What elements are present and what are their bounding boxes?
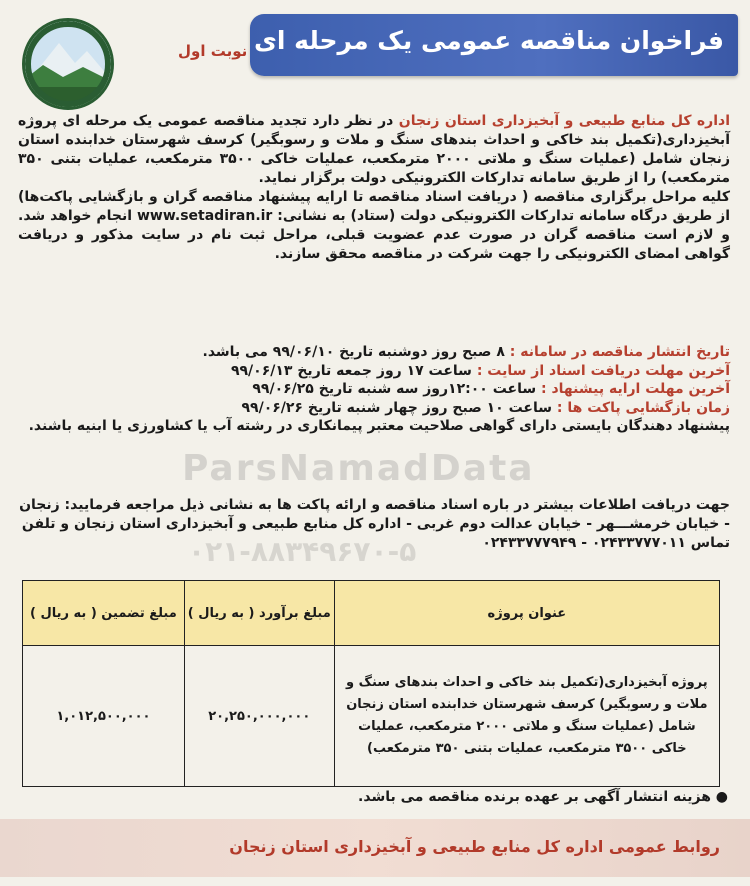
header-banner — [250, 14, 738, 76]
schedule-value: ساعت ۱۲:۰۰روز سه شنبه تاریخ ۹۹/۰۶/۲۵ — [252, 381, 541, 397]
page-title: فراخوان مناقصه عمومی یک مرحله ای — [253, 26, 724, 55]
footer-signature: روابط عمومی اداره کل منابع طبیعی و آبخیزداری استان زنجان — [229, 837, 720, 856]
qualification-text: پیشنهاد دهندگان بایستی دارای گواهی صلاحیت معتبر پیمانکاری در رشته آب یا کشاورزی یا ابنیه باشند. — [28, 418, 730, 434]
procedure-text: کلیه مراحل برگزاری مناقصه ( دریافت اسناد مناقصه تا ارایه پیشنهاد مناقصه گران و بازگشایی پاکت‌ها) از طریق درگاه سامانه تدارکات الکترونیکی دولت (ستاد) به نشانی: — [18, 189, 730, 224]
watermark-brand: ParsNamadData — [182, 448, 535, 489]
table-header-row — [23, 581, 720, 646]
schedule-value: ساعت ۱۰ صبح روز چهار شنبه تاریخ ۹۹/۰۶/۲۶ — [241, 399, 557, 416]
publication-cost-note: ● هزینه انتشار آگهی بر عهده برنده مناقصه می باشد. — [358, 789, 728, 805]
project-title: پروژه آبخیزداری(تکمیل بند خاکی و احداث بندهای سنگ و ملات و رسوبگیر) کرسف شهرستان خدابنده استان زنجان شامل (عملیات سنگ و ملاتی ۲۰۰۰ مترمکعب، عملیات خاکی ۳۵۰۰ مترمکعب، عملیات بتنی ۳۵۰ مترمکعب) — [334, 646, 719, 787]
estimate-amount: ۲۰,۲۵۰,۰۰۰,۰۰۰ — [184, 646, 334, 787]
schedule-item — [18, 343, 730, 362]
project-table — [22, 580, 720, 787]
schedule-item — [18, 380, 730, 399]
organization-logo — [22, 18, 114, 110]
forest-landscape-icon — [25, 21, 111, 107]
footer-banner — [0, 819, 750, 877]
schedule-label: تاریخ انتشار مناقصه در سامانه : — [509, 344, 730, 360]
column-header-estimate: مبلغ برآورد ( به ریال ) — [184, 581, 334, 646]
schedule-label: زمان بازگشایی پاکت ها : — [556, 399, 730, 416]
contact-info: جهت دریافت اطلاعات بیشتر در باره اسناد مناقصه و ارائه پاکت ها به نشانی ذیل مراجعه فرمایید: زنجان - خیابان خرمشـــهر - خیابان عدالت دوم غربی - اداره کل منابع طبیعی و آبخیزداری استان زنجان و تلفن تماس ۰۲۴۳۳۷۷۷۰۱۱ - ۰۲۴۳۳۷۷۷۹۴۹ — [19, 497, 730, 551]
procedure-text-after: انجام خواهد شد. و لازم است مناقصه گران در صورت عدم عضویت قبلی، مراحل ثبت نام در سایت مذکور و دریافت گواهی امضای الکترونیکی را جهت شرکت در مناقصه محقق سازند. — [18, 208, 730, 262]
intro-text: در نظر دارد تجدید مناقصه عمومی یک مرحله ای پروژه آبخیزداری(تکمیل بند خاکی و احداث بندهای سنگ و ملات و رسوبگیر) کرسف شهرستان خدابنده استان زنجان شامل (عملیات سنگ و ملاتی ۲۰۰۰ مترمکعب، عملیات خاکی ۳۵۰۰ مترمکعب، عملیات بتنی ۳۵۰ مترمکعب) را از طریق سامانه تدارکات الکترونیکی دولت برگزار نماید. — [18, 113, 731, 186]
schedule-label: آخرین مهلت دریافت اسناد از سایت : — [476, 362, 730, 379]
column-header-guarantee: مبلغ تضمین ( به ریال ) — [23, 581, 185, 646]
schedule-item — [18, 399, 730, 418]
table-row — [23, 646, 720, 787]
schedule-item — [18, 362, 730, 381]
schedule-value: ۸ صبح روز دوشنبه تاریخ ۹۹/۰۶/۱۰ می باشد. — [202, 344, 510, 360]
schedule — [18, 343, 730, 436]
intro-paragraph — [18, 112, 730, 264]
column-header-title: عنوان پروژه — [334, 581, 719, 646]
watermark-phone: ۰۲۱-۸۸۳۴۹۶۷۰-۵ — [188, 535, 417, 568]
organization-name: اداره کل منابع طبیعی و آبخیزداری استان زنجان — [398, 113, 731, 129]
publication-round: نوبت اول — [178, 42, 248, 60]
guarantee-amount: ۱,۰۱۲,۵۰۰,۰۰۰ — [23, 646, 185, 787]
website-link[interactable]: www.setadiran.ir — [136, 208, 273, 224]
schedule-value: ساعت ۱۷ روز جمعه تاریخ ۹۹/۰۶/۱۳ — [230, 362, 477, 379]
schedule-label: آخرین مهلت ارایه پیشنهاد : — [540, 381, 730, 397]
